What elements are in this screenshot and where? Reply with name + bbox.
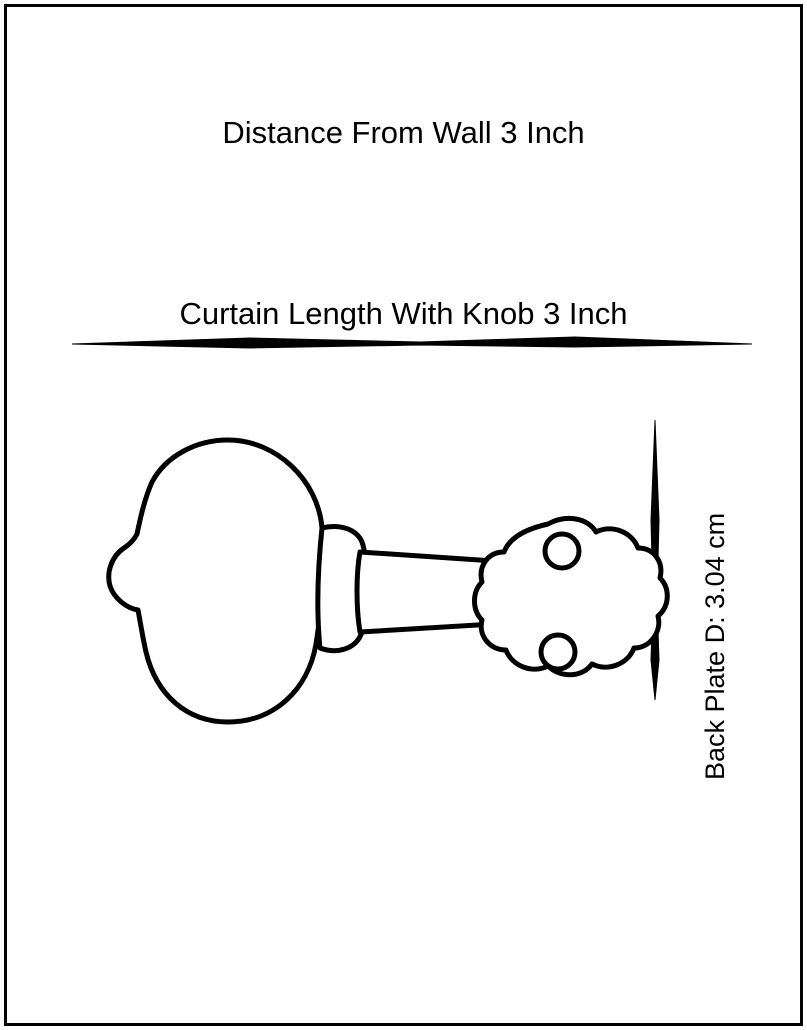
screw-hole-bottom [541,635,575,669]
back-plate-depth-label: Back Plate D: 3.04 cm [700,512,730,780]
distance-from-wall-label: Distance From Wall 3 Inch [222,115,585,150]
screw-hole-top [545,534,579,568]
knob-head [109,440,323,722]
curtain-length-with-knob-label: Curtain Length With Knob 3 Inch [179,296,628,331]
curtain-length-dimension-line [72,337,752,348]
back-plate-depth-label-wrap [700,513,731,780]
